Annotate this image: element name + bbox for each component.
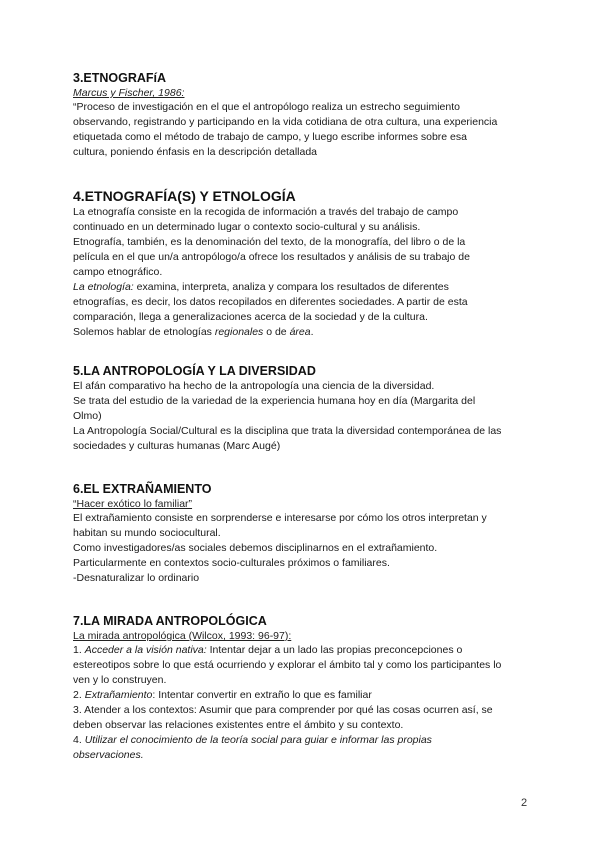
list-item	[73, 643, 533, 658]
section-title: 3.ETNOGRAFíA	[73, 71, 167, 85]
item-text: Utilizar el conocimiento de la teoría social para guiar e informar las propias	[84, 734, 432, 746]
citation: Marcus y Fischer, 1986:	[73, 87, 185, 99]
text-line: habitan su mundo sociocultural.	[73, 527, 221, 539]
text-line: película en el que un/a antropólogo/a ofrece los resultados y análisis de su trabajo de	[73, 251, 470, 263]
text-line: ven y lo construyen.	[73, 674, 167, 686]
regionales-term: regionales	[214, 326, 264, 338]
item-text: : Intentar convertir en extraño lo que es familiar	[152, 689, 372, 701]
item-label: Extrañamiento	[84, 689, 153, 701]
text-line: Se trata del estudio de la variedad de la experiencia humana hoy en día (Margarita del	[73, 395, 476, 407]
area-term: área	[289, 326, 311, 338]
text-line: Particularmente en contextos socio-culturales próximos o familiares.	[73, 557, 390, 569]
text-line: observando, registrando y participando en la vida cotidiana de otra cultura, una experiencia	[73, 116, 498, 128]
text-line: Etnografía, también, es la denominación del texto, de la monografía, del libro o de la	[73, 236, 466, 248]
section-title: 6.EL EXTRAÑAMIENTO	[73, 482, 212, 496]
text-line: deben observar las relaciones existentes entre el ámbito y su contexto.	[73, 719, 404, 731]
text-line: estereotipos sobre lo que está ocurriendo y explorar el ámbito tal y como los participantes lo	[73, 659, 502, 671]
text-line: comparación, llega a generalizaciones acerca de la sociedad y de la cultura.	[73, 311, 428, 323]
text-line: etiquetada como el método de trabajo de campo, y luego escribe informes sobre esa	[73, 131, 467, 143]
section-etnografia	[73, 70, 533, 160]
section-title: 7.LA MIRADA ANTROPOLÓGICA	[73, 614, 267, 628]
subtitle-quote: “Hacer exótico lo familiar”	[73, 498, 193, 510]
item-number: 1.	[73, 644, 85, 656]
section-title: 4.ETNOGRAFÍA(S) Y ETNOLOGÍA	[73, 188, 296, 204]
item-text: Intentar dejar a un lado las propias preconcepciones o	[206, 644, 463, 656]
text-line: cultura, poniendo énfasis en la descripción detallada	[73, 146, 317, 158]
text-line: La Antropología Social/Cultural es la disciplina que trata la diversidad contemporánea de las	[73, 425, 502, 437]
text-span: Solemos hablar de etnologías	[73, 326, 215, 338]
text-line: continuado en un determinado lugar o contexto socio-cultural y su análisis.	[73, 221, 421, 233]
page-number: 2	[521, 797, 528, 809]
text-line	[73, 280, 533, 295]
item-label: Acceder a la visión nativa:	[84, 644, 207, 656]
text-line: sociedades y culturas humanas (Marc Augé)	[73, 440, 281, 452]
etnologia-label: La etnología:	[73, 281, 134, 293]
text-line: etnografías, es decir, los datos recopilados en diferentes sociedades. A partir de esta	[73, 296, 468, 308]
text-line: Olmo)	[73, 410, 102, 422]
text-line: El afán comparativo ha hecho de la antropología una ciencia de la diversidad.	[73, 380, 435, 392]
text-line: -Desnaturalizar lo ordinario	[73, 572, 200, 584]
text-line: “Proceso de investigación en el que el antropólogo realiza un estrecho seguimiento	[73, 101, 460, 113]
text-line: La etnografía consiste en la recogida de información a través del trabajo de campo	[73, 206, 459, 218]
section-antropologia-diversidad	[73, 363, 533, 454]
etnologia-text: examina, interpreta, analiza y compara los resultados de diferentes	[133, 281, 449, 293]
text-span: .	[310, 326, 314, 338]
item-number: 2.	[73, 689, 85, 701]
section-mirada-antropologica	[73, 613, 533, 763]
list-item	[73, 688, 533, 703]
document-page	[73, 70, 533, 763]
text-line: El extrañamiento consiste en sorprenderse e interesarse por cómo los otros interpretan y	[73, 512, 487, 524]
text-line: campo etnográfico.	[73, 266, 163, 278]
section-title: 5.LA ANTROPOLOGÍA Y LA DIVERSIDAD	[73, 364, 316, 378]
list-item	[73, 733, 533, 748]
section-extranamiento	[73, 481, 533, 586]
list-item: 3. Atender a los contextos: Asumir que para comprender por qué las cosas ocurren así, se	[73, 704, 493, 716]
text-span: o de	[263, 326, 290, 338]
text-line	[73, 325, 533, 340]
subtitle-citation: La mirada antropológica (Wilcox, 1993: 96-97):	[73, 630, 292, 642]
item-number: 4.	[73, 734, 85, 746]
section-etnografias-etnologia	[73, 187, 533, 340]
text-line: Como investigadores/as sociales debemos disciplinarnos en el extrañamiento.	[73, 542, 438, 554]
text-line: observaciones.	[73, 749, 144, 761]
